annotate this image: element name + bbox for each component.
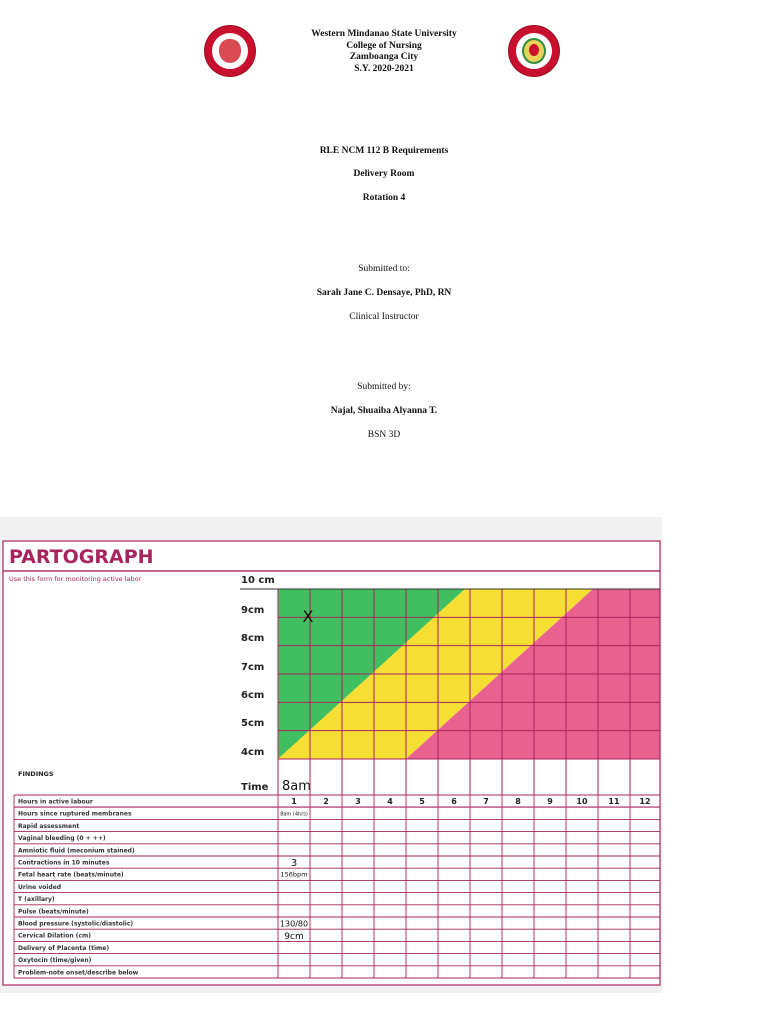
hour-number: 3 bbox=[355, 797, 361, 806]
hour-number: 9 bbox=[547, 797, 553, 806]
city-name: Zamboanga City bbox=[349, 52, 419, 62]
school-header bbox=[284, 29, 484, 75]
hour-number: 2 bbox=[323, 797, 329, 806]
area-title: Delivery Room bbox=[353, 169, 415, 179]
hour-number: 6 bbox=[451, 797, 457, 806]
student-name: Najal, Shuaiba Alyanna T. bbox=[330, 406, 438, 416]
dilation-label: 10 cm bbox=[241, 575, 275, 586]
finding-row-label: Urine voided bbox=[18, 883, 62, 891]
entry-fhr: 156bpm bbox=[280, 870, 308, 879]
dilation-label: 4cm bbox=[241, 747, 265, 758]
finding-row-label: Contractions in 10 minutes bbox=[18, 859, 110, 867]
hour-number: 5 bbox=[419, 797, 425, 806]
college-of-nursing-seal-logo bbox=[509, 26, 559, 76]
finding-row-label: Problem-note onset/describe below bbox=[18, 969, 139, 977]
hour-number: 8 bbox=[515, 797, 521, 806]
instructor-role: Clinical Instructor bbox=[349, 312, 419, 322]
time-label: Time bbox=[241, 782, 269, 793]
finding-row-label: Blood pressure (systolic/diastolic) bbox=[18, 920, 134, 928]
school-year: S.Y. 2020-2021 bbox=[354, 63, 414, 74]
hour-number: 7 bbox=[483, 797, 489, 806]
entry-dilation: 9cm bbox=[284, 932, 304, 943]
finding-row-label: Hours since ruptured membranes bbox=[18, 810, 132, 818]
findings-label: FINDINGS bbox=[18, 770, 54, 778]
finding-row-label: Delivery of Placenta (time) bbox=[18, 944, 110, 952]
university-name: Western Mindanao State University bbox=[311, 29, 457, 39]
finding-row-label: Oxytocin (time/given) bbox=[18, 957, 92, 965]
partograph-subtitle: Use this form for monitoring active labor bbox=[9, 575, 142, 583]
dilation-label: 7cm bbox=[241, 662, 265, 673]
dilation-label: 8cm bbox=[241, 633, 265, 644]
hour-number: 11 bbox=[608, 797, 620, 806]
partograph-svg bbox=[0, 517, 662, 993]
plot-mark-x: X bbox=[302, 607, 314, 626]
submitted-to-label: Submitted to: bbox=[358, 264, 410, 274]
student-section: BSN 3D bbox=[367, 430, 401, 440]
hour-number: 10 bbox=[576, 797, 588, 806]
dilation-label: 6cm bbox=[241, 690, 265, 701]
finding-row-label: Hours in active labour bbox=[18, 798, 93, 806]
rotation-title: Rotation 4 bbox=[362, 193, 406, 203]
course-title: RLE NCM 112 B Requirements bbox=[319, 146, 449, 156]
finding-row-label: Cervical Dilation (cm) bbox=[18, 932, 91, 940]
instructor-name: Sarah Jane C. Densaye, PhD, RN bbox=[316, 288, 452, 298]
dilation-label: 5cm bbox=[241, 718, 265, 729]
entry-ruptured: 8am (4hrs) bbox=[280, 811, 308, 818]
hour-number: 1 bbox=[291, 797, 297, 806]
submitted-by-label: Submitted by: bbox=[357, 382, 411, 392]
entry-bp: 130/80 bbox=[279, 919, 309, 929]
hour-number: 4 bbox=[387, 797, 393, 806]
partograph-form bbox=[0, 517, 662, 993]
wmsu-seal-logo bbox=[205, 26, 255, 76]
finding-row-label: Pulse (beats/minute) bbox=[18, 908, 89, 916]
finding-row-label: Vaginal bleeding (0 + ++) bbox=[18, 835, 106, 843]
entry-contractions: 3 bbox=[290, 858, 298, 869]
partograph-title: PARTOGRAPH bbox=[9, 546, 154, 568]
finding-row-label: T (axillary) bbox=[18, 896, 55, 904]
finding-row-label: Fetal heart rate (beats/minute) bbox=[18, 871, 124, 879]
dilation-label: 9cm bbox=[241, 605, 265, 616]
finding-row-label: Amniotic fluid (meconium stained) bbox=[18, 847, 135, 855]
college-name: College of Nursing bbox=[346, 40, 422, 51]
time-value: 8am bbox=[282, 779, 311, 794]
hour-number: 12 bbox=[639, 797, 651, 806]
finding-row-label: Rapid assessment bbox=[18, 822, 80, 830]
